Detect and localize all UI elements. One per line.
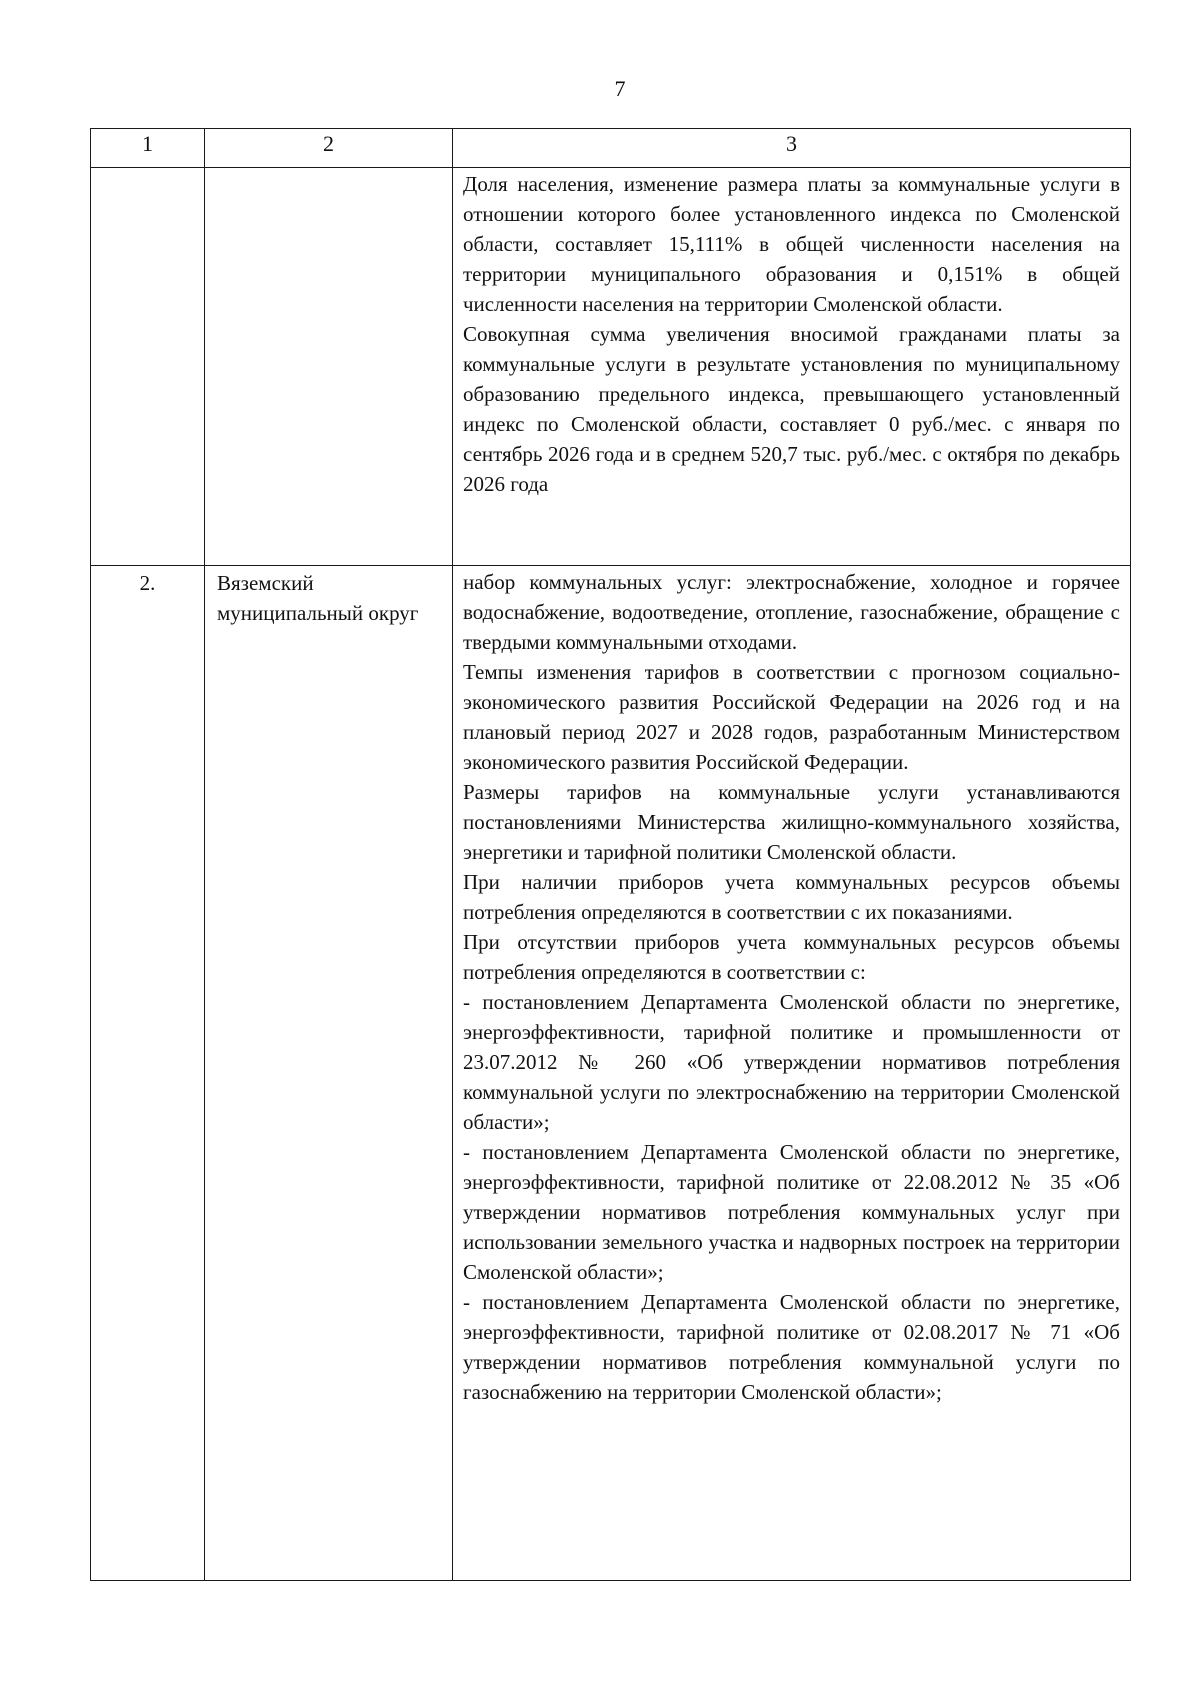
paragraph: Размеры тарифов на коммунальные услуги устанавливаются постановлениями Министерства жилищно-коммунального хозяйства, энергетики и тарифной политики Смоленской области.: [463, 780, 1120, 864]
paragraph: Совокупная сумма увеличения вносимой гражданами платы за коммунальные услуги в результате установления по муниципальному образованию предельного индекса, превышающего установленный индекс по Смоленской области, составляет 0 руб./мес. с января по сентябрь 2026 года и в среднем 520,7 тыс. руб./мес. с октября по декабрь 2026 года: [463, 322, 1120, 496]
paragraph: - постановлением Департамента Смоленской области по энергетике, энергоэффективности, тарифной политике от 22.08.2012 № 35 «Об утверждении нормативов потребления коммунальных услуг при использовании земельного участка и надворных построек на территории Смоленской области»;: [463, 1140, 1120, 1284]
description-cell: [453, 168, 1131, 566]
paragraph: набор коммунальных услуг: электроснабжение, холодное и горячее водоснабжение, водоотведение, отопление, газоснабжение, обращение с твердыми коммунальными отходами.: [463, 570, 1120, 654]
paragraph: При наличии приборов учета коммунальных ресурсов объемы потребления определяются в соответствии с их показаниями.: [463, 870, 1120, 924]
paragraph: При отсутствии приборов учета коммунальных ресурсов объемы потребления определяются в соответствии с:: [463, 930, 1120, 984]
column-header-3: 3: [453, 129, 1131, 168]
paragraph: Доля населения, изменение размера платы за коммунальные услуги в отношении которого более установленного индекса по Смоленской области, составляет 15,111% в общей численности населения на территории муниципального образования и 0,151% в общей численности населения на территории Смоленской области.: [463, 172, 1120, 316]
table-row: [91, 168, 1131, 566]
column-header-2: 2: [205, 129, 453, 168]
paragraph: Темпы изменения тарифов в соответствии с прогнозом социально-экономического развития Российской Федерации на 2026 год и на плановый период 2027 и 2028 годов, разработанным Министерством экономического развития Российской Федерации.: [463, 660, 1120, 774]
table-row: [91, 566, 1131, 1581]
paragraph: - постановлением Департамента Смоленской области по энергетике, энергоэффективности, тарифной политике и промышленности от 23.07.2012 № 260 «Об утверждении нормативов потребления коммунальной услуги по электроснабжению на территории Смоленской области»;: [463, 990, 1120, 1134]
page-number: 7: [614, 76, 626, 101]
row-number-cell: 2.: [91, 566, 205, 1581]
municipality-name-cell: Вяземский муниципальный округ: [205, 566, 453, 1581]
tariff-table: [90, 128, 1131, 1581]
municipality-name-cell: [205, 168, 453, 566]
column-header-1: 1: [91, 129, 205, 168]
table-header-row: [91, 129, 1131, 168]
paragraph: - постановлением Департамента Смоленской области по энергетике, энергоэффективности, тарифной политике от 02.08.2017 № 71 «Об утверждении нормативов потребления коммунальной услуги по газоснабжению на территории Смоленской области»;: [463, 1290, 1120, 1404]
description-cell: [453, 566, 1131, 1581]
row-number-cell: [91, 168, 205, 566]
